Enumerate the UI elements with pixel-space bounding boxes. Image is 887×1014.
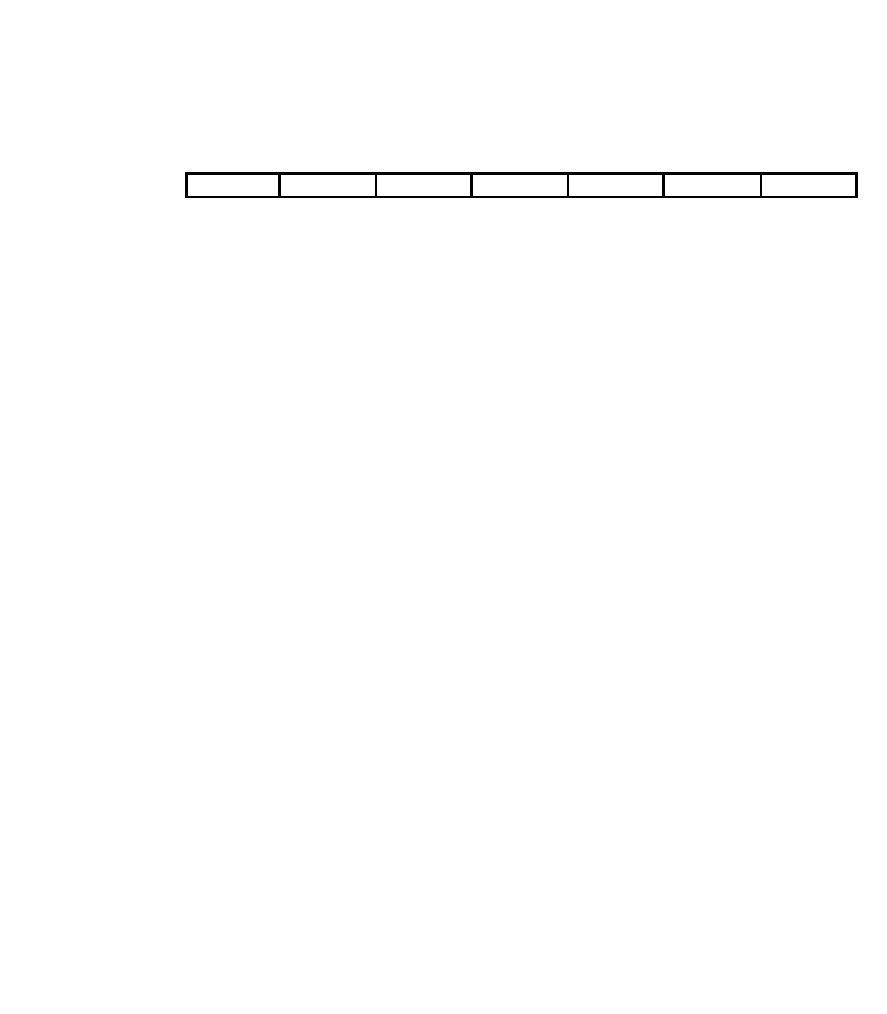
bit-column-header	[473, 148, 569, 172]
bit-address-cell	[377, 172, 473, 198]
sfr-bit-address-table	[8, 690, 858, 1009]
bit-column-header	[762, 148, 858, 172]
bit-address-cell	[281, 172, 377, 198]
bit-column-header	[377, 148, 473, 172]
bit-column-header	[569, 148, 665, 172]
bit-address-cell	[665, 172, 761, 198]
bit-address-cell	[762, 172, 858, 198]
bit-address-cell	[569, 172, 665, 198]
bit-column-header	[185, 148, 281, 172]
ram-bit-address-table	[95, 148, 858, 585]
bit-column-header	[665, 148, 761, 172]
table1-header-spacer	[95, 148, 185, 172]
bit-address-cell	[473, 172, 569, 198]
byte-address-label	[95, 172, 185, 198]
bit-column-header	[281, 148, 377, 172]
bit-address-cell	[185, 172, 281, 198]
